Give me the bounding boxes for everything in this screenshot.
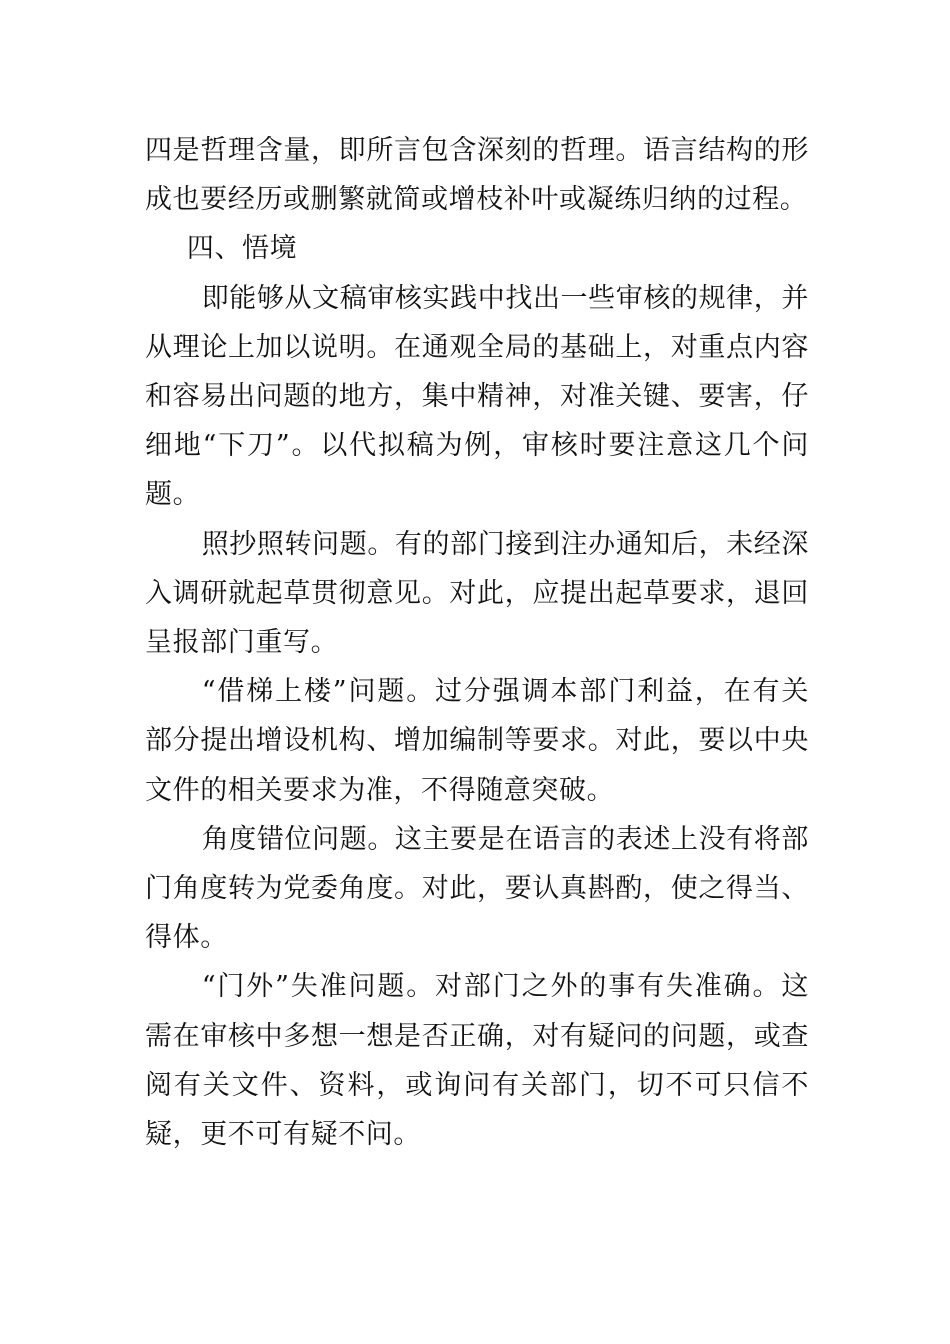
paragraph-wujing-intro: 即能够从文稿审核实践中找出一些审核的规律，并从理论上加以说明。在通观全局的基础上，对重点内容和容易出问题的地方，集中精神，对准关键、要害，仔细地“下刀”。以代拟稿为例，审核时要注意这几个问题。: [145, 282, 809, 511]
document-body: [145, 126, 809, 1159]
paragraph-ladder-issue: “借梯上楼”问题。过分强调本部门利益，在有关部分提出增设机构、增加编制等要求。对此，要以中央文件的相关要求为准，不得随意突破。: [145, 676, 809, 806]
paragraph-outside-accuracy-issue: “门外”失准问题。对部门之外的事有失准确。这需在审核中多想一想是否正确，对有疑问的问题，或查阅有关文件、资料，或询问有关部门，切不可只信不疑，更不可有疑不问。: [145, 971, 809, 1151]
paragraph-philosophy-continued: 四是哲理含量，即所言包含深刻的哲理。语言结构的形成也要经历或删繁就简或增枝补叶或凝练归纳的过程。: [145, 135, 809, 216]
paragraph-perspective-issue: 角度错位问题。这主要是在语言的表述上没有将部门角度转为党委角度。对此，要认真斟酌，使之得当、得体。: [145, 823, 809, 954]
section-heading-wujing: 四、悟境: [186, 233, 298, 265]
paragraph-copy-forward-issue: 照抄照转问题。有的部门接到注办通知后，未经深入调研就起草贯彻意见。对此，应提出起草要求，退回呈报部门重写。: [145, 528, 809, 659]
